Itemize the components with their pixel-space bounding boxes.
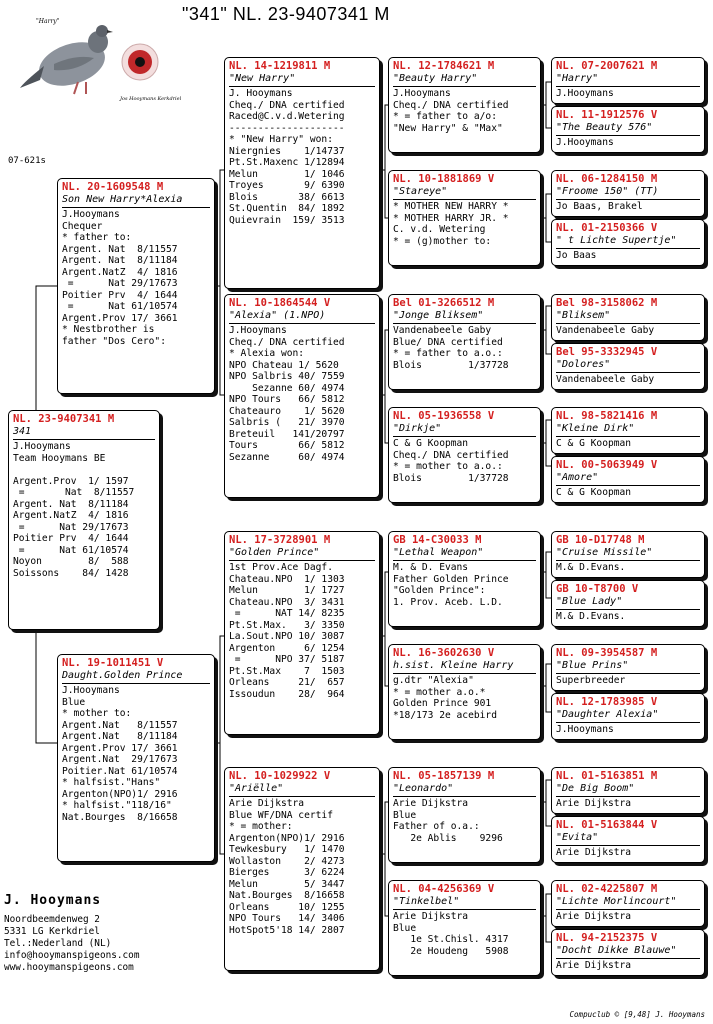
pedigree-card-dam-dam bbox=[224, 767, 380, 971]
card-text: J. Hooymans Cheq./ DNA certified Raced@C.v.d.Wetering -------------------- * "New Harry" won: Niergnies 1/14737 Pt.St.Maxenc 1/12894 Melun 1/ 1046 Troyes 9/ 6390 Blois 38/ 6613 St.Quentin 84/ 1892 Quievrain 159/ 3513 bbox=[229, 88, 345, 227]
pigeon-name: "Blue Prins" bbox=[556, 660, 700, 674]
pedigree-card-subject bbox=[8, 410, 160, 630]
ring-number: Bel 95-3332945 V bbox=[556, 346, 658, 358]
pedigree-card-g13 bbox=[551, 767, 705, 814]
pigeon-name: "Daughter Alexia" bbox=[556, 709, 700, 723]
pigeon-name: "Evita" bbox=[556, 832, 700, 846]
pedigree-card-dds bbox=[388, 767, 541, 863]
pigeon-name: "Ariëlle" bbox=[229, 783, 375, 797]
pigeon-name: "Froome 150" (TT) bbox=[556, 186, 700, 200]
pedigree-card-sire bbox=[57, 178, 215, 394]
owner-postcode: 5331 LG Kerkdriel bbox=[4, 926, 100, 937]
pigeon-name: "Stareye" bbox=[393, 186, 536, 200]
pedigree-card-g5 bbox=[551, 294, 705, 341]
pigeon-name: "Docht Dikke Blauwe" bbox=[556, 945, 700, 959]
pigeon-name: "Bliksem" bbox=[556, 310, 700, 324]
pigeon-name: "Jonge Bliksem" bbox=[393, 310, 536, 324]
card-text: M. & D. Evans Father Golden Prince "Golden Prince": 1. Prov. Aceb. L.D. bbox=[393, 562, 509, 608]
pedigree-card-dam bbox=[57, 654, 215, 862]
card-text: M.& D.Evans. bbox=[556, 611, 626, 622]
owner-address: Noordbeemdenweg 2 bbox=[4, 914, 100, 925]
card-text: C & G Koopman Cheq./ DNA certified * = mother to a.o.: Blois 1/37728 bbox=[393, 438, 509, 484]
pigeon-name: " t Lichte Supertje" bbox=[556, 235, 700, 249]
ring-number: NL. 10-1029922 V bbox=[229, 770, 331, 782]
ring-number: NL. 01-5163851 M bbox=[556, 770, 658, 782]
card-text: Vandenabeele Gaby bbox=[556, 374, 655, 385]
card-text: Vandenabeele Gaby bbox=[556, 325, 655, 336]
ring-number: NL. 09-3954587 M bbox=[556, 647, 658, 659]
card-text: Arie Dijkstra Blue WF/DNA certif * = mother: Argenton(NPO)1/ 2916 Tewkesbury 1/ 1470 Wollaston 2/ 4273 Bierges 3/ 6224 Melun 5/ 3447 Nat.Bourges 8/16658 Orleans 10/ 1255 NPO Tours 14/ 3406 HotSpot5'18 14/ 2807 bbox=[229, 798, 345, 937]
ring-number: NL. 06-1284150 M bbox=[556, 173, 658, 185]
pigeon-name: h.sist. Kleine Harry bbox=[393, 660, 536, 674]
owner-website[interactable]: www.hooymanspigeons.com bbox=[4, 962, 134, 973]
card-text: J.Hooymans bbox=[556, 137, 614, 148]
card-text: Arie Dijkstra bbox=[556, 911, 632, 922]
pedigree-card-sds bbox=[388, 294, 541, 390]
reference-code: 07-621s bbox=[8, 156, 46, 166]
pigeon-name: "Cruise Missile" bbox=[556, 547, 700, 561]
ring-number: NL. 05-1857139 M bbox=[393, 770, 495, 782]
card-text: Vandenabeele Gaby Blue/ DNA certified * = father to a.o.: Blois 1/37728 bbox=[393, 325, 509, 371]
card-text: Arie Dijkstra Blue Father of o.a.: 2e Ablis 9296 bbox=[393, 798, 503, 844]
ring-number: NL. 94-2152375 V bbox=[556, 932, 658, 944]
pedigree-card-g6 bbox=[551, 343, 705, 390]
card-text: Arie Dijkstra bbox=[556, 798, 632, 809]
pigeon-name: "Dolores" bbox=[556, 359, 700, 373]
owner-name: J. Hooymans bbox=[4, 893, 102, 908]
card-text: 1st Prov.Ace Dagf. Chateau.NPO 1/ 1303 Melun 1/ 1727 Chateau.NPO 3/ 3431 = NAT 14/ 8235 Pt.St.Max. 3/ 3350 La.Sout.NPO 10/ 3087 Argenton 6/ 1254 = NPO 37/ 5187 Pt.St.Max 7 1503 Orleans 21/ 657 Issoudun 28/ 964 bbox=[229, 562, 345, 701]
ring-number: Bel 01-3266512 M bbox=[393, 297, 495, 309]
pigeon-name: "De Big Boom" bbox=[556, 783, 700, 797]
ring-number: GB 14-C30033 M bbox=[393, 534, 482, 546]
ring-number: NL. 00-5063949 V bbox=[556, 459, 658, 471]
pigeon-name: "Beauty Harry" bbox=[393, 73, 536, 87]
pedigree-card-sire-dam bbox=[224, 294, 380, 498]
card-text: g.dtr "Alexia" * = mother a.o.* Golden Prince 901 *18/173 2e acebird bbox=[393, 675, 497, 721]
pigeon-name: "Alexia" (1.NPO) bbox=[229, 310, 375, 324]
pedigree-card-ddd bbox=[388, 880, 541, 976]
pedigree-card-g8 bbox=[551, 456, 705, 503]
pigeon-name: "Kleine Dirk" bbox=[556, 423, 700, 437]
pedigree-card-g14 bbox=[551, 816, 705, 863]
pigeon-name: "Leonardo" bbox=[393, 783, 536, 797]
card-text: J.Hooymans Chequer * father to: Argent. Nat 8/11557 Argent. Nat 8/11184 Argent.NatZ 4/ 1816 = Nat 29/17673 Poitier Prv 4/ 1644 = Nat 61/10574 Argent.Prov 17/ 3661 * Nestbrother is father "Dos Cero": bbox=[62, 209, 178, 348]
pedigree-card-dsd bbox=[388, 644, 541, 740]
pigeon-name: "New Harry" bbox=[229, 73, 375, 87]
card-text: * MOTHER NEW HARRY * * MOTHER HARRY JR. * C. v.d. Wetering * = (g)mother to: bbox=[393, 201, 509, 247]
card-text: Arie Dijkstra bbox=[556, 847, 632, 858]
card-text: J.Hooymans bbox=[556, 724, 614, 735]
card-text: Arie Dijkstra Blue 1e St.Chisl. 4317 2e Houdeng 5908 bbox=[393, 911, 509, 957]
owner-email[interactable]: info@hooymanspigeons.com bbox=[4, 950, 140, 961]
ring-number: GB 10-D17748 M bbox=[556, 534, 645, 546]
ring-number: NL. 11-1912576 V bbox=[556, 109, 658, 121]
pedigree-card-g2 bbox=[551, 106, 705, 153]
card-text: Jo Baas, Brakel bbox=[556, 201, 643, 212]
ring-number: NL. 10-1881869 V bbox=[393, 173, 495, 185]
pedigree-card-g15 bbox=[551, 880, 705, 927]
pigeon-name: Son New Harry*Alexia bbox=[62, 194, 210, 208]
ring-number: Bel 98-3158062 M bbox=[556, 297, 658, 309]
card-text: C & G Koopman bbox=[556, 438, 632, 449]
pigeon-name: "Amore" bbox=[556, 472, 700, 486]
card-text: J.Hooymans Cheq./ DNA certified * Alexia won: NPO Chateau 1/ 5620 NPO Salbris 40/ 7559 Sezanne 60/ 4974 NPO Tours 66/ 5812 Chateauro 1/ 5620 Salbris ( 21/ 3970 Breteuil 141/20797 Tours 66/ 5812 Sezanne 60/ 4974 bbox=[229, 325, 345, 464]
pedigree-card-g12 bbox=[551, 693, 705, 740]
card-text: M.& D.Evans. bbox=[556, 562, 626, 573]
pedigree-card-g9 bbox=[551, 531, 705, 578]
pedigree-card-g1 bbox=[551, 57, 705, 104]
pedigree-card-dss bbox=[388, 531, 541, 627]
card-text: Arie Dijkstra bbox=[556, 960, 632, 971]
pedigree-card-g3 bbox=[551, 170, 705, 217]
pigeon-name: "Blue Lady" bbox=[556, 596, 700, 610]
pedigree-card-g4 bbox=[551, 219, 705, 266]
card-text: J.Hooymans Cheq./ DNA certified * = father to a/o: "New Harry" & "Max" bbox=[393, 88, 509, 134]
pedigree-card-g7 bbox=[551, 407, 705, 454]
pedigree-card-sire-sire bbox=[224, 57, 380, 289]
footer-credit: Compuclub © [9,48] J. Hooymans bbox=[569, 1010, 705, 1019]
ring-number: NL. 16-3602630 V bbox=[393, 647, 495, 659]
ring-number: NL. 14-1219811 M bbox=[229, 60, 331, 72]
card-text: Superbreeder bbox=[556, 675, 626, 686]
card-text: J.Hooymans Blue * mother to: Argent.Nat 8/11557 Argent.Nat 8/11184 Argent.Prov 17/ 3661 Argent.Nat 29/17673 Poitier.Nat 61/10574 * halfsist."Hans" Argenton(NPO)1/ 2916 * halfsist."118/16" Nat.Bourges 8/16658 bbox=[62, 685, 178, 824]
ring-number: GB 10-T8700 V bbox=[556, 583, 639, 595]
ring-number: NL. 12-1783985 V bbox=[556, 696, 658, 708]
logo-harry-label: "Harry" bbox=[36, 18, 60, 25]
pigeon-name: 341 bbox=[13, 426, 155, 440]
pedigree-card-g16 bbox=[551, 929, 705, 976]
card-text: J.Hooymans Team Hooymans BE Argent.Prov 1/ 1597 = Nat 8/11557 Argent. Nat 8/11184 Argent.NatZ 4/ 1816 = Nat 29/17673 Poitier Prv 4/ 1644 = Nat 61/10574 Noyon 8/ 588 Soissons 84/ 1428 bbox=[13, 441, 135, 580]
pedigree-card-dam-sire bbox=[224, 531, 380, 735]
ring-number: NL. 01-2150366 V bbox=[556, 222, 658, 234]
card-text: Jo Baas bbox=[556, 250, 597, 261]
owner-contact bbox=[4, 893, 139, 974]
ring-number: NL. 05-1936558 V bbox=[393, 410, 495, 422]
ring-number: NL. 12-1784621 M bbox=[393, 60, 495, 72]
logo-caption: Jos Hooymans Kerkdriel bbox=[120, 96, 182, 102]
pigeon-name: "Tinkelbel" bbox=[393, 896, 536, 910]
pigeon-name: "Harry" bbox=[556, 73, 700, 87]
pigeon-name: "Dirkje" bbox=[393, 423, 536, 437]
ring-number: NL. 10-1864544 V bbox=[229, 297, 331, 309]
card-text: J.Hooymans bbox=[556, 88, 614, 99]
pigeon-name: "The Beauty 576" bbox=[556, 122, 700, 136]
ring-number: NL. 02-4225807 M bbox=[556, 883, 658, 895]
pedigree-card-sdd bbox=[388, 407, 541, 503]
ring-number: NL. 04-4256369 V bbox=[393, 883, 495, 895]
ring-number: NL. 19-1011451 V bbox=[62, 657, 164, 669]
ring-number: NL. 20-1609548 M bbox=[62, 181, 164, 193]
page-title: "341" NL. 23-9407341 M bbox=[182, 4, 390, 24]
pigeon-name: "Lethal Weapon" bbox=[393, 547, 536, 561]
ring-number: NL. 01-5163844 V bbox=[556, 819, 658, 831]
pedigree-card-sss bbox=[388, 57, 541, 153]
pedigree-card-ssd bbox=[388, 170, 541, 266]
ring-number: NL. 07-2007621 M bbox=[556, 60, 658, 72]
ring-number: NL. 17-3728901 M bbox=[229, 534, 331, 546]
owner-phone: Tel.:Nederland (NL) bbox=[4, 938, 112, 949]
card-text: C & G Koopman bbox=[556, 487, 632, 498]
pedigree-card-g10 bbox=[551, 580, 705, 627]
pigeon-name: "Golden Prince" bbox=[229, 547, 375, 561]
pedigree-card-g11 bbox=[551, 644, 705, 691]
pigeon-name: Daught.Golden Prince bbox=[62, 670, 210, 684]
ring-number: NL. 98-5821416 M bbox=[556, 410, 658, 422]
ring-number: NL. 23-9407341 M bbox=[13, 413, 115, 425]
pigeon-name: "Lichte Morlincourt" bbox=[556, 896, 700, 910]
